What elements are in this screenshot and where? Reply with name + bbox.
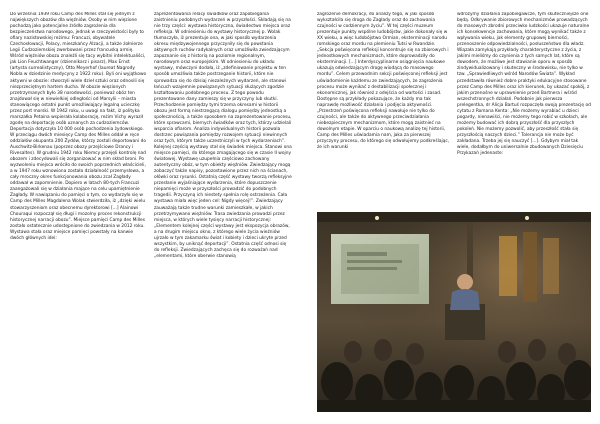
- text-column-1: [10, 12, 148, 414]
- lecture-photo-illustration: [317, 212, 591, 412]
- ceiling: [317, 212, 591, 222]
- column-4-text: wdrożymy działania zapobiegawcze, tym skuteczniejsze one będą. Odkrywanie zbiorowych mechanizmów prowadzących do masowych zbrodni przeciwko ludzkości ukazuje naturalne ich konsekwencje zachowania, które mogą wynikać także z wpływania wieku, jak elementy grupowej bierności, przenoszenie odpowiedzialności, posłuszeństwo dla władz. Wiązała zamykają przykłady charakterystyczne z życia, z jakimi mieliśmy do czynienia z tych samych lat, które są dowodem, że możliwe jest stawianie oporu w sposób zindywidualizowany i skuteczny w środowisku, nie tylko w tzw. „Sprawiedliwych wśród Narodów Świata”. Wykład przedstawiła również dobre praktyki edukacyjne stosowane przez Camp des Milles oraz ich kierunek, by ukazać spokój, z jakim przenośne w uprawnienie przed Bartnera i wśród wszechstronnych działań. Podobnie jak pierwsza prelegentka, dr Alicja Bartuś rozpoczęła swoją prezentację od cytatu z Romana Kenta: „Nie możemy wyrabiać u dzieci pogardy, nienawiści, nie możemy tego robić w szkołach, ale możemy budować ich dobrą przyszłość dla przyszłych pokoleń. Nie możemy pozwolić, aby przeszłość stała się przyszłością naszych dzieci.” Tolerancja nie może być zakładana. Trzeba jej się nauczyć [...]. Gdybym miał tak wiele, dodałbym do uniwersalnie zbudowanych Dziesięciu Przykazań jedenaste:: [457, 12, 591, 157]
- speaker-head: [457, 274, 473, 290]
- slide-line: [347, 260, 402, 263]
- text-column-4: [457, 12, 591, 208]
- banner: [523, 232, 537, 302]
- slide-line: [347, 252, 387, 256]
- lecture-photo: [317, 212, 591, 412]
- banner: [499, 236, 517, 296]
- column-3-text: zagrożenie demokracji, do analizy tego, w jaki sposób wykształciła się droga do Zagłady oraz do zachowania czujności w codziennym życiu”. W tej części muzeum prezentuje punkty wspólne ludobójstw, jakie dokonały się w XX wieku, a więc ludobójstwo Ormian, eksterminacji narodu romskiego oraz mordu na plemieniu Tutsi w Rwandzie. „Sekcja poświęcona refleksji koncentruje się na zbiorowych i jednostkowych mechanizmach, które doprowadziły do eksterminacji. [...] Interdyscyplinarne osiągnięcia naukowe ukazują odwiedzającym drogę wiodącą do masowego mordu”. Celem przewodnim sekcji poświęconej refleksji jest uświadomienie każdemu ze zwiedzających, że zagrożenia procesu może wynikać z destabilizacji społecznej i ekonomicznej, jak również z odejścia od wartości i zasad. Dostępne są przykłady pokazujące, że każdy ma tak naprawdę możliwość działania i podjęcia aktywności. „Przestrzeń poświęcona refleksji nawołuje nie tylko do czujności, ale także do aktywnego przeciwdziałania niebezpiecznym mechanizmom, które mogą zaistnieć na dowolnym etapie. W oparciu o naukową analizę tej historii, Camp des Milles uświadamia nam, jaka za pierwszej przyczyny procesu, do którego się odwołujemy podkreślając, że ich warunki: [317, 12, 450, 151]
- pillar: [467, 222, 473, 282]
- speaker-body: [450, 289, 480, 310]
- ceiling-light: [375, 216, 379, 220]
- text-column-2: [154, 12, 292, 414]
- column-2-text: zaprezentowania relacji świadków oraz zapobiegania zaistnieniu podobnych wydarzeń w przyszłości. Składają się na nie trzy części: wystawa historyczna, świadectwo miejsca oraz refleksja. W odniesieniu do wystawy historycznej p. Wolak tłumaczyła, iż prezentuje ona, w jaki sposób wydarzenia okresu międzywojennego przyczyniły się do powstania aktywnych ruchów radykalnych oraz umożliwiła zwiedzającym zapoznanie się z historią na poziomie regionalnym, narodowym oraz europejskim. W odniesieniu do układu wystawy, mówczyni dodała, iż „zdefiniowanie projektu w ten sposób umożliwia także postrzeganie historii, które nie sprowadza się do dzisiaj niezależnych wydarzeń, ale stanowi łańcuch wzajemnie powiązanych sytuacji służących zgodzie kształtowaniu podobnego procesu. Z tego powodu prezentowane dany zamieszy się w przyczyny lub skutki. Przechodzenie pomiędzy tymi trzema okresami w historii obozu jest formą niestrzegącą dialogu pomiędzy jednostką a społecznością, a także sposobem na zaprezentowanie procesu, które sprawcami, biernych świadków oraz tych, którzy udzielali wsparcia ofiarom. Analiza indywidualnych historii pozwala dostrzec powiązania pomiędzy rozwojem sytuacji niewinnych oraz tych, którym także uczestniczyli w tych wydarzeniach”. Kolejnej częścią wystawy stał się świadek miejsca. Stanowi ona miejsce pamięci, do którego zmagającego się w czasie II wojny światowej. Wystawę uzupełnia częściowo zachowany autentyczny obóz, w tym obiekty więźniów. Zwiedzający mogą zobaczyć także napisy, pozostawione przez nich na ścianach, ołówki oraz rysunki. Ostatnią część wystawy tworzą refleksyjne przesłanie wyjaśniające wydarzenia, które dopuszczenie niepamięci może w przyszłości prowadzić do podobnych tragedii. Przyczyną ich niestety spełnia rolę ostrzeżenia. Cała wystawa miała więc jeden cel: Nigdy więcej!”. Zwiedzający zauważają także trudne warunki zamieszkałe, w jakich przetrzymywano więźniów. Trasa zwiedzania prowadzi przez miejsca, w których wiele tysięcy narracji historycznej: „Elementem kolejnej części wystawy jest ekspozycja obrazów, a na drugim miejscu okno, z którego wiele życia wieźniów ujrzało w tym zakamarku świat i kobiety i dzieci ukryte przed wszystkim, by uniknąć deportacji”. Ostatnia część odnosi się do refleksji. Zwiedzających zachęca się do rozważań nad „elementami, które oberwie stanowią: [154, 12, 292, 259]
- slide-line: [347, 267, 397, 270]
- banner: [543, 238, 559, 294]
- ceiling-light: [525, 216, 529, 220]
- column-1-text: Do września 1939 roku Camp des Milles stał się jednym z największych obozów dla więźniów. Osoby w nim więzione pochodzą jako potencjalne źródło zagrożenia dla bezpieczeństwa narodowego, jednak w rzeczywistości były to ofiary nazistowskiej reżimu: Francuzi, obywatele Czechosłowacji, Polacy, mieszkańcy Alzacji, a także żołnierze Legii Cudzoziemskiej zwerbowani przez francuską armię. Wśród więźniów obozu znaleźli się tacy wybitni intelektualiści, jak Lion Feuchtwanger (dziennikarz i pisarz), Max Ernst (artysta surrealistyczny), Otto Meyerhof (laureat Nagrody Nobla w dziedzinie medycyny z 1922 roku). Byli oni wyjątkowo aktywni w obozie: stworzyli wiele dzieł sztuki oraz odnosili się niezprzeciętnym hartem ducha. W obozie więzionych przetrzymanych było 38 narodowości, ponieważ obóz ten znajdował się w niewielkiej odległości od Marsylii – miasta stanowiącego ostatni punkt umożliwiający legalną ucieczkę przez port morski. W 1942 roku, u uwagi na fakt, iż polityka marszałka Petaina wspierała kolaborację, reżim Vichy wyraził zgodę na deportację osób uznanych za cudzoziemców. Deportacja dotyczyła 10 000 osób pochodzenia żydowskiego. W przeciągu dwóch miesięcy Camp des Milles oddał w ręce oddziałów okupanta 200 Żydów, którzy zostali deportowani do Auschwitz-Birkenau (poprzez obozy przejściowe Drancy i Rivesaltes). W grudniu 1942 roku Niemcy przejęli kontrolę nad obozem i zdecydowali się zorganizować w nim skład broni. Po wyzwoleniu miejsca wróciło do swoich poprzednich właścicieli, a w 1947 roku wznowiona została działalność przemysłowa, a cały mroczny okres funkcjonowania obozu zcał Zagłady oddawał w zapomnienie. Dopiero w latach 80-tych Francuzi zaangażowali się w działania mające na celu upamiętnienie Zagłady. W nawiązaniu do pamięci o tym, co wydarzyło się w Camp des Milles Magdalena Wolak stwierdziła, iż „dzięki wielu stowarzyszeniom oraz obecnemu dyrektorowi [...] Alainowi Chouraqui rozpoczął się długi i mozolny proces rekonstrukcji historycznej narracji obozu”. Miejsce pamięci Camp des Milles zostało ostatecznie udostępnione do zwiedzania w 2012 roku. Wystawa stała oraz miejsce pamięci powstały na kanwie dwóch głównych idei:: [10, 12, 147, 241]
- text-column-3: [317, 12, 451, 208]
